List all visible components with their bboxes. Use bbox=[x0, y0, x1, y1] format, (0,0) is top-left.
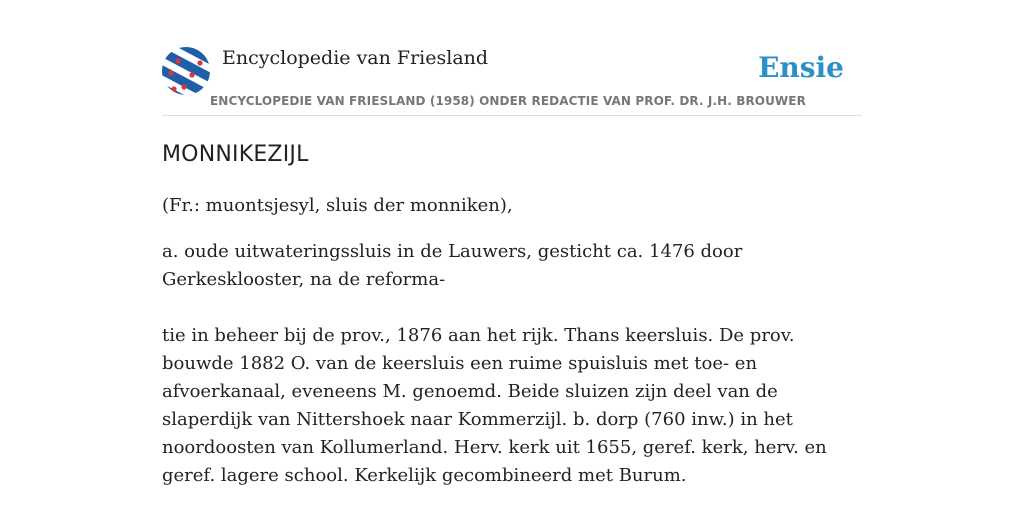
site-name[interactable]: Encyclopedie van Friesland bbox=[222, 47, 489, 69]
header-divider bbox=[162, 115, 862, 116]
entry-paragraph: tie in beheer bij de prov., 1876 aan het rijk. Thans keersluis. De prov. bouwde 1882 O. van de keersluis een ruime spuisluis met toe- en afvoerkanaal, eveneens M. genoemd. Beide sluizen zijn deel van de slaperdijk van Nittershoek naar Kommerzijl. b. dorp (760 inw.) in het noordoosten van Kollumerland. Herv. kerk uit 1655, geref. kerk, herv. en geref. lagere school. Kerkelijk gecombineerd met Burum. bbox=[162, 325, 827, 486]
ensie-brand-logo[interactable]: Ensie bbox=[758, 51, 844, 84]
site-header bbox=[162, 46, 862, 116]
entry-paragraph: (Fr.: muontsjesyl, sluis der monniken), bbox=[162, 195, 513, 216]
site-subtitle: ENCYCLOPEDIE VAN FRIESLAND (1958) ONDER REDACTIE VAN PROF. DR. J.H. BROUWER bbox=[210, 94, 806, 108]
friesland-flag-icon[interactable] bbox=[162, 47, 210, 95]
entry-title: MONNIKEZIJL bbox=[162, 142, 309, 167]
entry-paragraph: a. oude uitwateringssluis in de Lauwers, gesticht ca. 1476 door Gerkesklooster, na de reforma- bbox=[162, 241, 743, 290]
entry-content bbox=[162, 140, 862, 490]
